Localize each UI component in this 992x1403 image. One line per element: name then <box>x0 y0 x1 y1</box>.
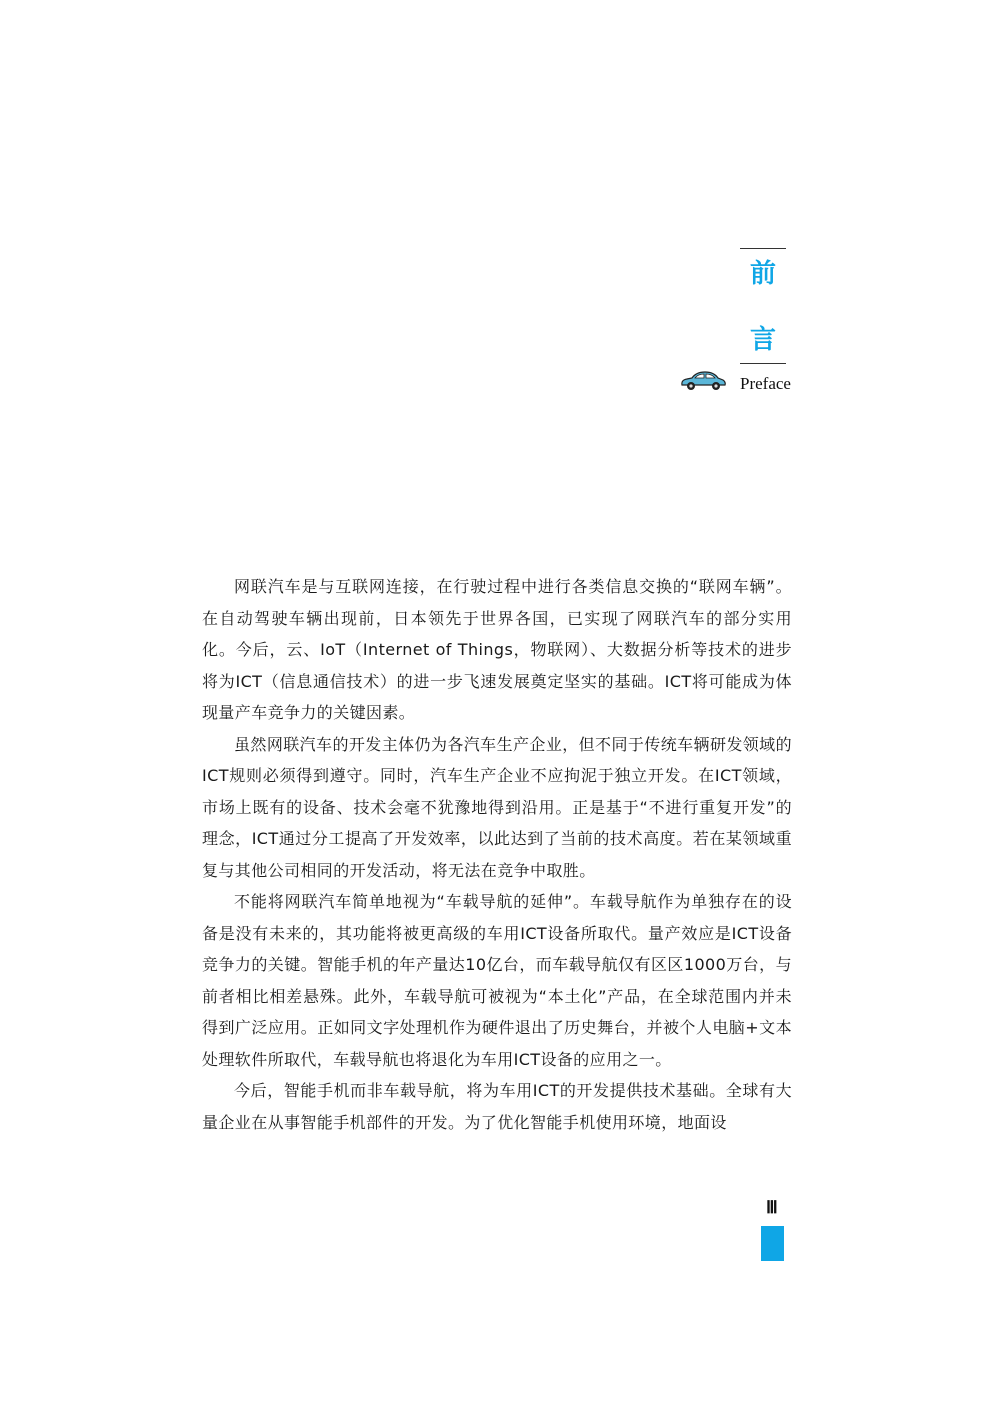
page-number: Ⅲ <box>766 1198 778 1217</box>
heading-char-qian: 前 <box>749 259 776 289</box>
chapter-heading <box>740 248 786 364</box>
preface-subtitle-row <box>678 370 798 396</box>
heading-bottom-rule <box>740 363 786 364</box>
paragraph-4: 今后，智能手机而非车载导航，将为车用ICT的开发提供技术基础。全球有大量企业在从事智能手机部件的开发。为了优化智能手机使用环境，地面设 <box>202 1081 792 1132</box>
heading-top-rule <box>740 248 786 249</box>
body-text <box>202 571 792 1138</box>
paragraph-1: 网联汽车是与互联网连接，在行驶过程中进行各类信息交换的“联网车辆”。在自动驾驶车辆出现前，日本领先于世界各国，已实现了网联汽车的部分实用化。今后，云、IoT（Internet of Things，物联网）、大数据分析等技术的进步将为ICT（信息通信技术）的进一步飞速发展奠定坚实的基础。ICT将可能成为体现量产车竞争力的关键因素。 <box>202 577 792 722</box>
paragraph-3: 不能将网联汽车简单地视为“车载导航的延伸”。车载导航作为单独存在的设备是没有未来的，其功能将被更高级的车用ICT设备所取代。量产效应是ICT设备竞争力的关键。智能手机的年产量达10亿台，而车载导航仅有区区1000万台，与前者相比相差悬殊。此外，车载导航可被视为“本土化”产品，在全球范围内并未得到广泛应用。正如同文字处理机作为硬件退出了历史舞台，并被个人电脑+文本处理软件所取代，车载导航也将退化为车用ICT设备的应用之一。 <box>202 892 792 1069</box>
car-icon <box>678 370 728 392</box>
preface-label: Preface <box>740 374 791 393</box>
heading-char-yan: 言 <box>749 325 776 355</box>
paragraph-2: 虽然网联汽车的开发主体仍为各汽车生产企业，但不同于传统车辆研发领域的ICT规则必须得到遵守。同时，汽车生产企业不应拘泥于独立开发。在ICT领域，市场上既有的设备、技术会毫不犹豫地得到沿用。正是基于“不进行重复开发”的理念，ICT通过分工提高了开发效率，以此达到了当前的技术高度。若在某领域重复与其他公司相同的开发活动，将无法在竞争中取胜。 <box>202 734 792 880</box>
page-tab-marker <box>761 1226 784 1261</box>
